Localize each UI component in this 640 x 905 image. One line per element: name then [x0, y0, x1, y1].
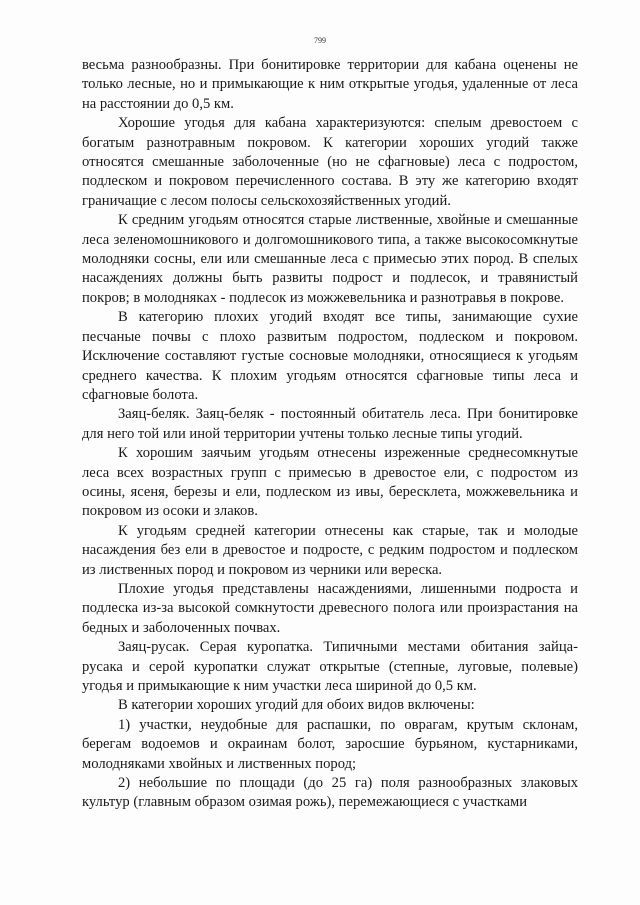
paragraph-2: Хорошие угодья для кабана характеризуются: спелым древостоем с богатым разнотравным покровом. К категории хороших угодий также относятся смешанные заболоченные (но не сфагновые) леса с подростом, подлеском и покровом перечисленного состава. В эту же категорию входят граничащие с лесом полосы сельскохозяйственных угодий. [82, 115, 578, 209]
paragraph-4: В категорию плохих угодий входят все типы, занимающие сухие песчаные почвы с плохо развитым подростом, подлеском и покровом. Исключение составляют густые сосновые молодняки, относящиеся к угодьям среднего качества. К плохим угодьям относятся сфагновые типы леса и сфагновые болота. [82, 309, 578, 403]
document-body [82, 56, 578, 813]
page-number: 799 [314, 36, 326, 45]
paragraph-6: К хорошим заячьим угодьям отнесены изреженные среднесомкнутые леса всех возрастных групп с примесью в древостое ели, с подростом из осины, ясеня, березы и ели, подлеском из ивы, бересклета, можжевельника и покровом из осоки и злаков. [82, 445, 578, 520]
paragraph-11: 1) участки, неудобные для распашки, по оврагам, крутым склонам, берегам водоемов и окраинам болот, заросшие бурьяном, кустарниками, молодняками хвойных и лиственных пород; [82, 716, 578, 772]
paragraph-7: К угодьям средней категории отнесены как старые, так и молодые насаждения без ели в древостое и подросте, с редким подростом и подлеском из лиственных пород и покровом из черники или вереска. [82, 522, 578, 578]
paragraph-12: 2) небольшие по площади (до 25 га) поля разнообразных злаковых культур (главным образом озимая рожь), перемежающиеся с участками [82, 775, 578, 811]
paragraph-3: К средним угодьям относятся старые лиственные, хвойные и смешанные леса зеленомошникового и долгомошникового типа, а также высокосомкнутые молодняки сосны, ели или смешанные леса с примесью этих пород. В спелых насаждениях должны быть развиты подрост и подлесок, и травянистый покров; в молодняках - подлесок из можжевельника и разнотравья в покрове. [82, 212, 578, 306]
paragraph-9: Заяц-русак. Серая куропатка. Типичными местами обитания зайца-русака и серой куропатки служат открытые (степные, луговые, полевые) угодья и примыкающие к ним участки леса шириной до 0,5 км. [82, 639, 578, 694]
paragraph-8: Плохие угодья представлены насаждениями, лишенными подроста и подлеска из-за высокой сомкнутости древесного полога или произрастания на бедных и заболоченных почвах. [82, 580, 578, 636]
paragraph-10: В категории хороших угодий для обоих видов включены: [118, 697, 475, 714]
paragraph-1: весьма разнообразны. При бонитировке территории для кабана оценены не только лесные, но и примыкающие к ним открытые угодья, удаленные от леса на расстоянии до 0,5 км. [82, 57, 578, 112]
paragraph-5: Заяц-беляк. Заяц-беляк - постоянный обитатель леса. При бонитировке для него той или иной территории учтены только лесные типы угодий. [82, 406, 578, 442]
